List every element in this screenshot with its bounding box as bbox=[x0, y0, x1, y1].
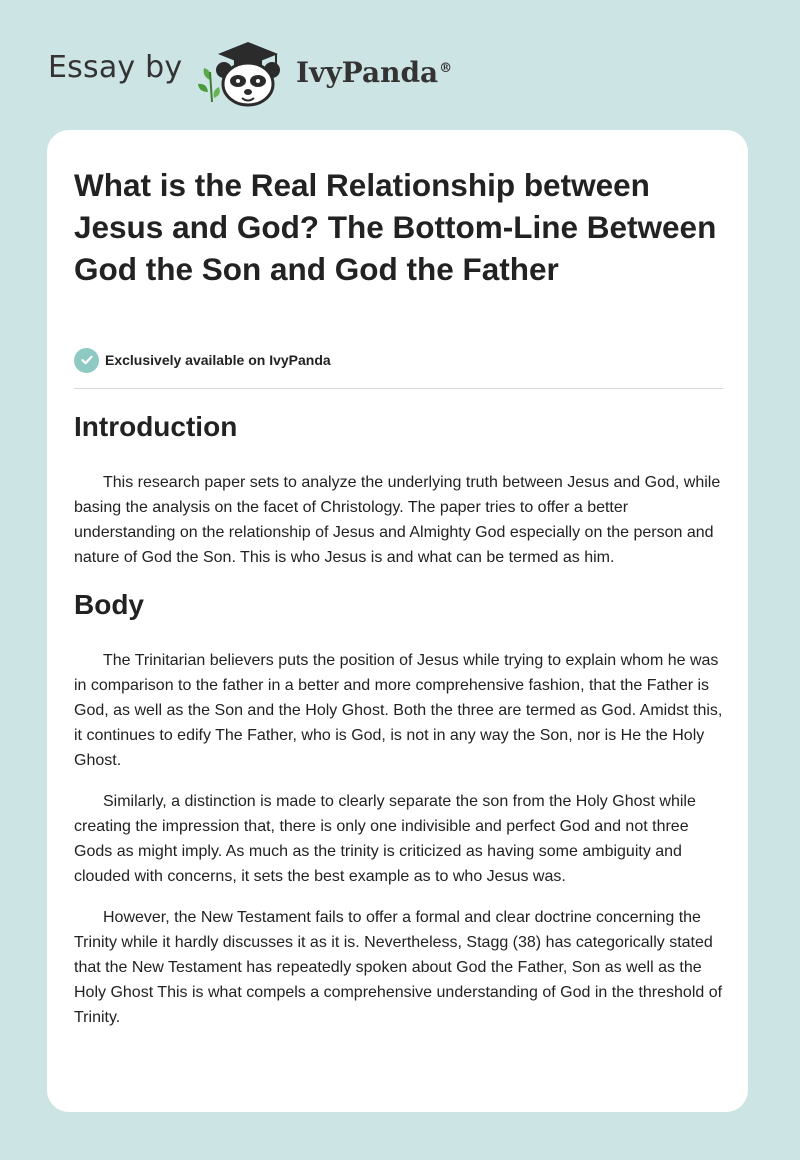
registered-mark: ® bbox=[439, 60, 453, 76]
title-divider bbox=[74, 388, 723, 389]
paragraph: Similarly, a distinction is made to clearly separate the son from the Holy Ghost while creating the impression that, there is only one indivisible and perfect God and not three Gods as might imply. As much as the trinity is criticized as having some ambiguity and clouded with concerns, it sets the best example as to who Jesus was. bbox=[74, 793, 696, 885]
exclusive-badge-text: Exclusively available on IvyPanda bbox=[105, 352, 331, 368]
essay-card bbox=[47, 130, 748, 1112]
paragraph: However, the New Testament fails to offer a formal and clear doctrine concerning the Trinity while it hardly discusses it as it is. Nevertheless, Stagg (38) has categorically stated that the New Testament has repeatedly spoken about God the Father, Son as well as the Holy Ghost This is what compels a comprehensive understanding of God in the threshold of Trinity. bbox=[74, 909, 723, 1026]
section-heading-body: Body bbox=[74, 589, 144, 620]
panda-graduate-icon[interactable] bbox=[196, 36, 292, 108]
check-circle-icon bbox=[74, 348, 99, 373]
essay-by-label: Essay by bbox=[48, 50, 183, 85]
brand-text: IvyPanda bbox=[296, 56, 439, 89]
paragraph: The Trinitarian believers puts the position of Jesus while trying to explain whom he was in comparison to the father in a better and more comprehensive fashion, that the Father is God, as well as the Son and the Holy Ghost. Both the three are termed as God. Amidst this, it continues to edify The Father, who is God, is not in any way the Son, nor is He the Holy Ghost. bbox=[74, 652, 723, 769]
brand-name[interactable] bbox=[296, 56, 452, 89]
page-title: What is the Real Relationship between Jesus and God? The Bottom-Line Between God the Son and God the Father bbox=[74, 167, 717, 287]
paragraph: This research paper sets to analyze the underlying truth between Jesus and God, while basing the analysis on the facet of Christology. The paper tries to offer a better understanding on the relationship of Jesus and Almighty God especially on the person and nature of God the Son. This is who Jesus is and what can be termed as him. bbox=[74, 474, 721, 566]
ivy-leaf-icon bbox=[198, 68, 220, 102]
exclusive-badge bbox=[74, 347, 331, 373]
section-heading-introduction: Introduction bbox=[74, 411, 238, 442]
site-header bbox=[0, 0, 800, 130]
